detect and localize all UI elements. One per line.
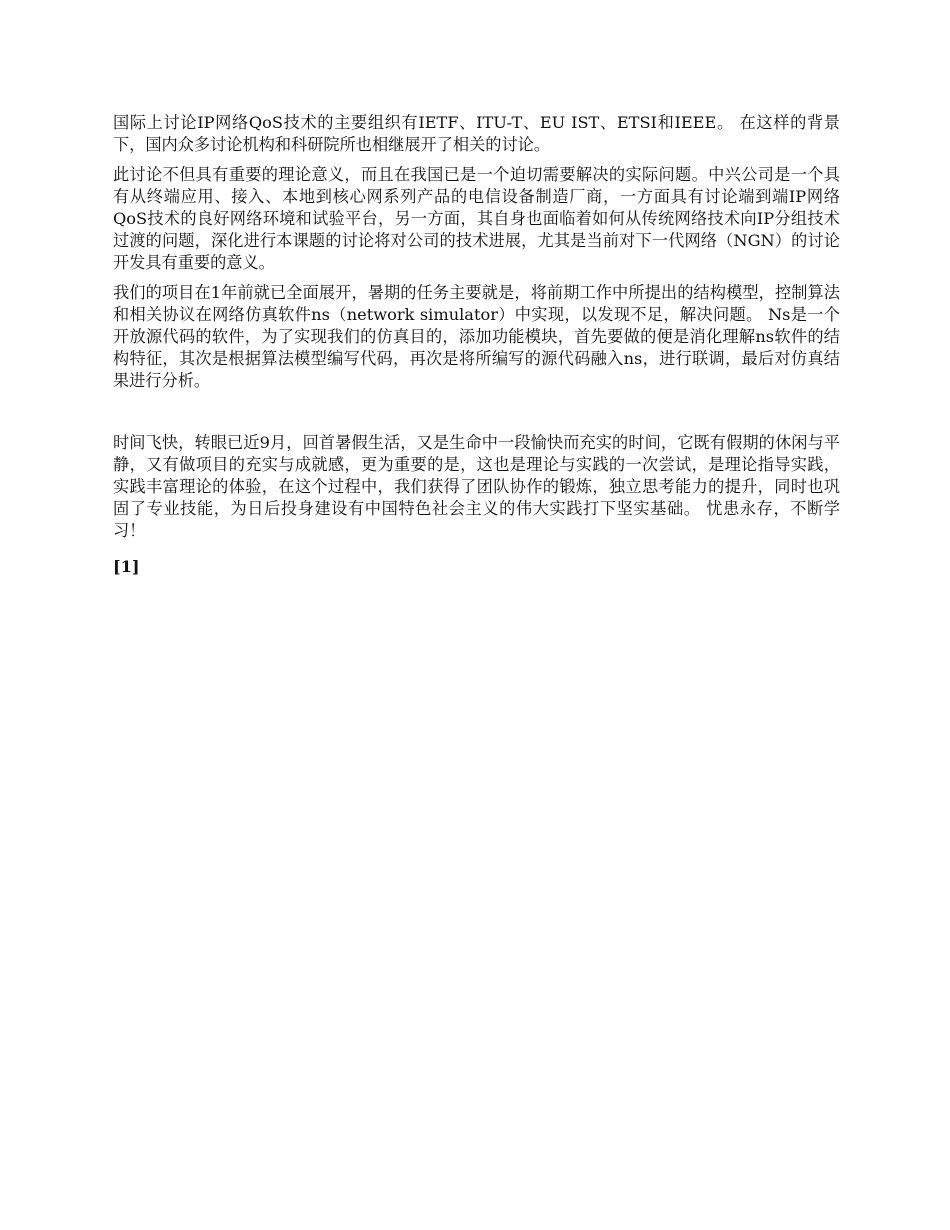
reference-marker: [1] <box>113 557 140 576</box>
section-spacer <box>113 400 840 432</box>
paragraph-research-significance: 此讨论不但具有重要的理论意义，而且在我国已是一个迫切需要解决的实际问题。中兴公司是一个具有从终端应用、接入、本地到核心网系列产品的电信设备制造厂商，一方面具有讨论端到端IP网络QoS技术的良好网络环境和试验平台，另一方面，其自身也面临着如何从传统网络技术向IP分组技术过渡的问题，深化进行本课题的讨论将对公司的技术进展，尤其是当前对下一代网络（NGN）的讨论开发具有重要的意义。 <box>113 165 840 272</box>
document-body <box>113 112 840 586</box>
paragraph-project-tasks: 我们的项目在1年前就已全面展开，暑期的任务主要就是，将前期工作中所提出的结构模型，控制算法和相关协议在网络仿真软件ns（network simulator）中实现，以发现不足，解决问题。 Ns是一个开放源代码的软件，为了实现我们的仿真目的，添加功能模块，首先要做的便是消化理解ns软件的结构特征，其次是根据算法模型编写代码，再次是将所编写的源代码融入ns，进行联调，最后对仿真结果进行分析。 <box>113 283 840 390</box>
paragraph-summer-reflection: 时间飞快，转眼已近9月，回首暑假生活，又是生命中一段愉快而充实的时间，它既有假期的休闲与平静，又有做项目的充实与成就感，更为重要的是，这也是理论与实践的一次尝试，是理论指导实践，实践丰富理论的体验，在这个过程中，我们获得了团队协作的锻炼，独立思考能力的提升，同时也巩固了专业技能，为日后投身建设有中国特色社会主义的伟大实践打下坚实基础。 忧患永存，不断学习！ <box>113 433 840 540</box>
paragraph-qos-organizations: 国际上讨论IP网络QoS技术的主要组织有IETF、ITU-T、EU IST、ETSI和IEEE。 在这样的背景下，国内众多讨论机构和科研院所也相继展开了相关的讨论。 <box>113 113 840 154</box>
